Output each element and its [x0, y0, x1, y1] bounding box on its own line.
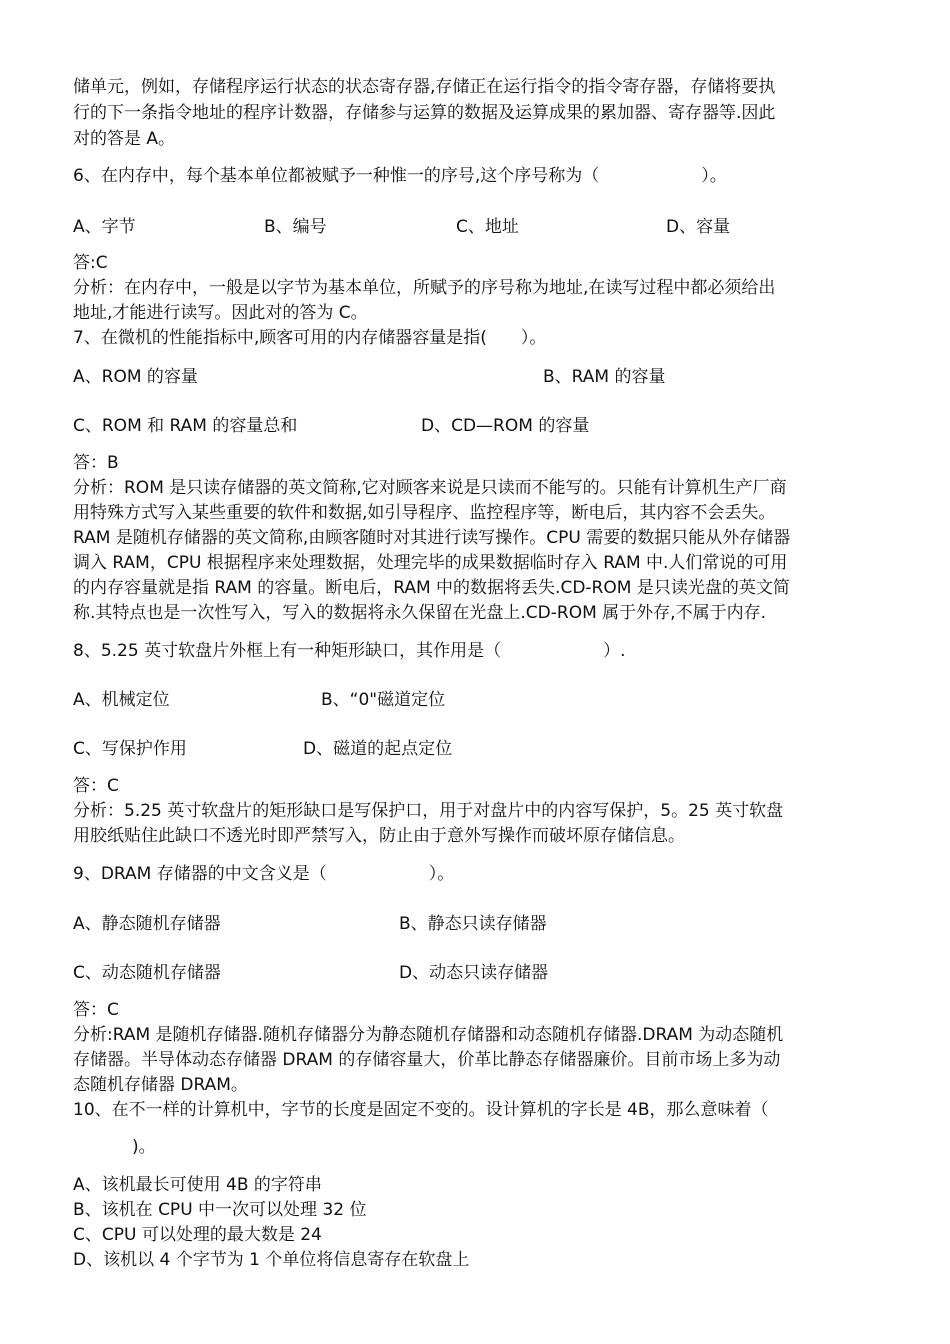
q10-question-tail: )。: [132, 1137, 156, 1157]
q7-option-c: C、ROM 和 RAM 的容量总和: [73, 416, 298, 436]
q8-analysis-line-1: 分析：5.25 英寸软盘片的矩形缺口是写保护口，用于对盘片中的内容写保护，5。25 英寸软盘: [73, 801, 784, 821]
q7-analysis-line-4: 调入 RAM，CPU 根据程序来处理数据，处理完毕的成果数据临时存入 RAM 中.人们常说的可用: [73, 553, 788, 573]
q6-answer: 答:C: [73, 253, 108, 273]
q8-option-d: D、磁道的起点定位: [303, 739, 453, 759]
q10-question: 10、在不一样的计算机中，字节的长度是固定不变的。设计算机的字长是 4B，那么意味着（: [73, 1100, 769, 1120]
q7-analysis-line-1: 分析：ROM 是只读存储器的英文简称,它对顾客来说是只读而不能写的。只能有计算机生产厂商: [73, 478, 787, 498]
q7-option-b: B、RAM 的容量: [543, 367, 666, 387]
q7-analysis-line-2: 用特殊方式写入某些重要的软件和数据,如引导程序、监控程序等，断电后，其内容不会丢失。: [73, 503, 776, 523]
q9-analysis-line-1: 分析:RAM 是随机存储器.随机存储器分为静态随机存储器和动态随机存储器.DRAM 为动态随机: [73, 1025, 784, 1045]
q9-option-d: D、动态只读存储器: [399, 963, 549, 983]
q9-option-a: A、静态随机存储器: [73, 914, 221, 934]
intro-line-2: 行的下一条指令地址的程序计数器，存储参与运算的数据及运算成果的累加器、寄存器等.因此: [73, 103, 776, 123]
q8-option-a: A、机械定位: [73, 690, 170, 710]
q8-question: 8、5.25 英寸软盘片外框上有一种矩形缺口，其作用是（ ）.: [73, 641, 626, 661]
q6-analysis-line-1: 分析：在内存中，一般是以字节为基本单位，所赋予的序号称为地址,在读写过程中都必须给出: [73, 278, 776, 298]
q10-option-a: A、该机最长可使用 4B 的字符串: [73, 1175, 322, 1195]
q9-analysis-line-2: 存储器。半导体动态存储器 DRAM 的存储容量大，价革比静态存储器廉价。目前市场上多为动: [73, 1050, 781, 1070]
q10-option-d: D、该机以 4 个字节为 1 个单位将信息寄存在软盘上: [73, 1250, 470, 1270]
q6-option-d: D、容量: [666, 217, 731, 237]
q8-analysis-line-2: 用胶纸贴住此缺口不透光时即严禁写入，防止由于意外写操作而破坏原存储信息。: [73, 826, 685, 846]
q8-option-b: B、“0"磁道定位: [321, 690, 446, 710]
q9-option-c: C、动态随机存储器: [73, 963, 221, 983]
q7-analysis-line-3: RAM 是随机存储器的英文简称,由顾客随时对其进行读写操作。CPU 需要的数据只能从外存储器: [73, 528, 791, 548]
q7-option-d: D、CD—ROM 的容量: [421, 416, 590, 436]
q7-answer: 答：B: [73, 453, 119, 473]
q8-answer: 答：C: [73, 776, 119, 796]
q9-answer: 答：C: [73, 1000, 119, 1020]
q7-question: 7、在微机的性能指标中,顾客可用的内存储器容量是指( ）。: [73, 328, 547, 348]
q7-analysis-line-5: 的内存容量就是指 RAM 的容量。断电后，RAM 中的数据将丢失.CD-ROM 是只读光盘的英文简: [73, 578, 790, 598]
q6-question: 6、在内存中，每个基本单位都被赋予一种惟一的序号,这个序号称为（ ）。: [73, 166, 727, 186]
q7-option-a: A、ROM 的容量: [73, 367, 198, 387]
q6-analysis-line-2: 地址,才能进行读写。因此对的答为 C。: [73, 303, 368, 323]
q9-question: 9、DRAM 存储器的中文含义是（ ）。: [73, 864, 455, 884]
q9-option-b: B、静态只读存储器: [399, 914, 547, 934]
q6-option-b: B、编号: [264, 217, 327, 237]
q6-option-c: C、地址: [456, 217, 519, 237]
intro-line-3: 对的答是 A。: [73, 129, 176, 149]
q9-analysis-line-3: 态随机存储器 DRAM。: [73, 1075, 248, 1095]
intro-line-1: 储单元，例如，存储程序运行状态的状态寄存器,存储正在运行指令的指令寄存器，存储将要执: [73, 77, 776, 97]
q10-option-b: B、该机在 CPU 中一次可以处理 32 位: [73, 1200, 367, 1220]
q6-option-a: A、字节: [73, 217, 136, 237]
q8-option-c: C、写保护作用: [73, 739, 187, 759]
q7-analysis-line-6: 称.其特点也是一次性写入，写入的数据将永久保留在光盘上.CD-ROM 属于外存,不属于内存.: [73, 603, 766, 623]
q10-option-c: C、CPU 可以处理的最大数是 24: [73, 1225, 322, 1245]
